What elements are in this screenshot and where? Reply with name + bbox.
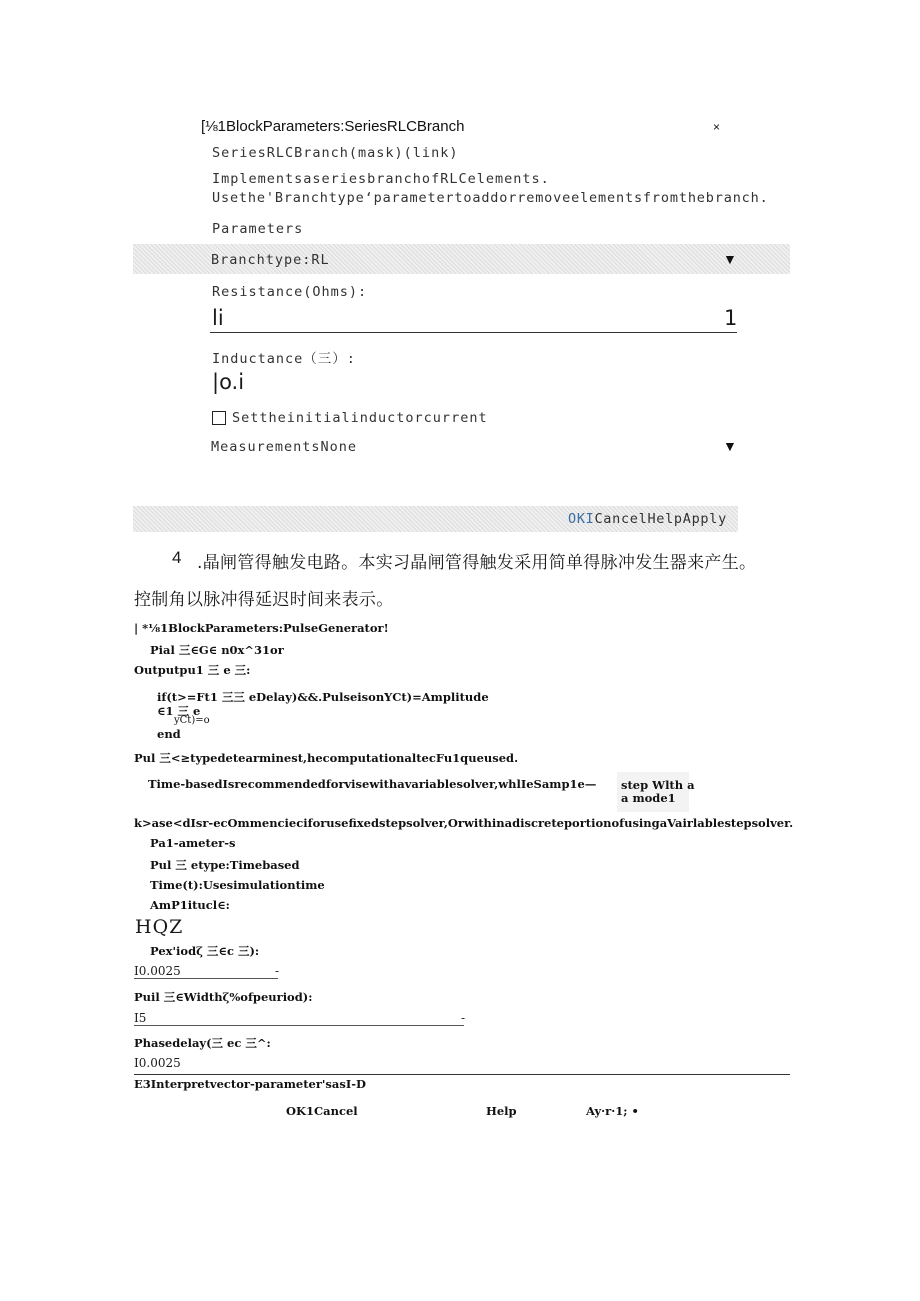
rlc-dialog-title: [⅛1BlockParameters:SeriesRLCBranch — [201, 118, 465, 135]
amplitude-input[interactable]: HQZ — [135, 916, 184, 938]
side-note-line2: a mode1 — [621, 791, 676, 805]
sample-based-description: k>ase<dIsr-ecOmmencieciforusefixedstepsolver,OrwithinadiscreteportionofusingaVairlablestepsolver. — [134, 816, 794, 830]
initial-current-row[interactable] — [212, 409, 488, 427]
rlc-block-header: SeriesRLCBranch(mask)(link) — [212, 145, 459, 161]
code-line2: ∈1 三 e — [157, 704, 201, 718]
pulse-width-dash: - — [461, 1011, 466, 1025]
interpret-vector-checkbox[interactable]: E3Interpretvector-parameter'sasI-D — [134, 1077, 366, 1091]
pulse-dialog-subtitle: Pial 三∈G∈ n0x^31or — [150, 643, 284, 657]
pulse-help-button[interactable]: Help — [486, 1104, 517, 1118]
pulse-type-dropdown[interactable]: Pul 三 etype:Timebased — [150, 858, 300, 872]
pulse-apply-button[interactable]: Ay·r·1; • — [586, 1104, 639, 1118]
amplitude-label: AmP1itucl∈: — [150, 898, 230, 912]
initial-current-checkbox[interactable] — [212, 411, 226, 425]
pulse-width-value: I5 — [134, 1011, 147, 1025]
inductance-label: Inductance（三）: — [212, 351, 356, 367]
code-line1: if(t>=Ft1 三三 eDelay)&&.PulseisonYCt)=Amplitude — [157, 690, 489, 704]
pulse-dialog-title: | *⅛1BlockParameters:PulseGenerator! — [134, 621, 389, 635]
time-dropdown[interactable]: Time(t):Usesimulationtime — [150, 878, 325, 892]
inductance-input[interactable]: |o.i — [212, 370, 245, 394]
period-value: I0.0025 — [134, 964, 181, 978]
resistance-value-left: li — [212, 306, 224, 330]
pulse-type-description: Pul 三<≥typedetearminest,hecomputationaltecFu1queused. — [134, 751, 519, 765]
pulse-parameters-label: Pa1-ameter-s — [150, 836, 236, 850]
rlc-description-line2: Usethe'Branchtype‘parametertoaddorremoveelementsfromthebranch. — [212, 190, 769, 206]
pulse-width-label: Puil 三∈Widthζ%ofpeuriod): — [134, 990, 313, 1004]
output-label: Outputpu1 三 e 三: — [134, 663, 251, 677]
side-note-line1: step Wlth a — [621, 778, 695, 792]
time-based-description: Time-basedIsrecommendedforvisewithavariablesolver,whlIeSamp1e— — [148, 777, 597, 791]
phase-delay-label: Phasedelay(三 ec 三^: — [134, 1036, 271, 1050]
resistance-value-right: 1 — [724, 306, 738, 330]
resistance-input[interactable] — [210, 306, 737, 333]
paragraph-line1: .晶闸管得触发电路。本实习晶闸管得触发采用简单得脉冲发生器来产生。 — [197, 553, 757, 573]
paragraph-line2: 控制角以脉冲得延迟时间来表示。 — [134, 590, 394, 610]
paragraph-number: 4 — [172, 548, 182, 567]
code-line4: end — [157, 727, 181, 741]
code-line3: yCt)=o — [174, 715, 210, 726]
phase-delay-divider — [134, 1074, 790, 1075]
pulse-ok-cancel-buttons[interactable]: OK1Cancel — [286, 1104, 358, 1118]
measurements-dropdown[interactable]: MeasurementsNone — [211, 439, 358, 455]
rlc-buttons[interactable]: OKICancelHelpApply — [568, 511, 727, 527]
rlc-parameters-label: Parameters — [212, 221, 304, 237]
cancel-help-apply-buttons[interactable]: CancelHelpApply — [594, 511, 727, 527]
pulse-width-input[interactable] — [134, 1010, 464, 1026]
period-dash: - — [275, 964, 280, 978]
rlc-description-line1: ImplementsaseriesbranchofRLCelements. — [212, 171, 550, 187]
resistance-label: Resistance(Ohms): — [212, 284, 368, 300]
initial-current-label: Settheinitialinductorcurrent — [232, 409, 488, 426]
period-label: Pex'iodζ 三∈c 三): — [150, 944, 260, 958]
rlc-close-button[interactable]: × — [713, 120, 721, 134]
phase-delay-input[interactable]: I0.0025 — [134, 1056, 181, 1070]
branch-type-chevron-down-icon[interactable]: ▼ — [723, 251, 737, 267]
branch-type-value: Branchtype:RL — [211, 252, 330, 268]
ok-button[interactable]: OK — [568, 511, 586, 527]
measurements-chevron-down-icon[interactable]: ▼ — [723, 438, 737, 454]
